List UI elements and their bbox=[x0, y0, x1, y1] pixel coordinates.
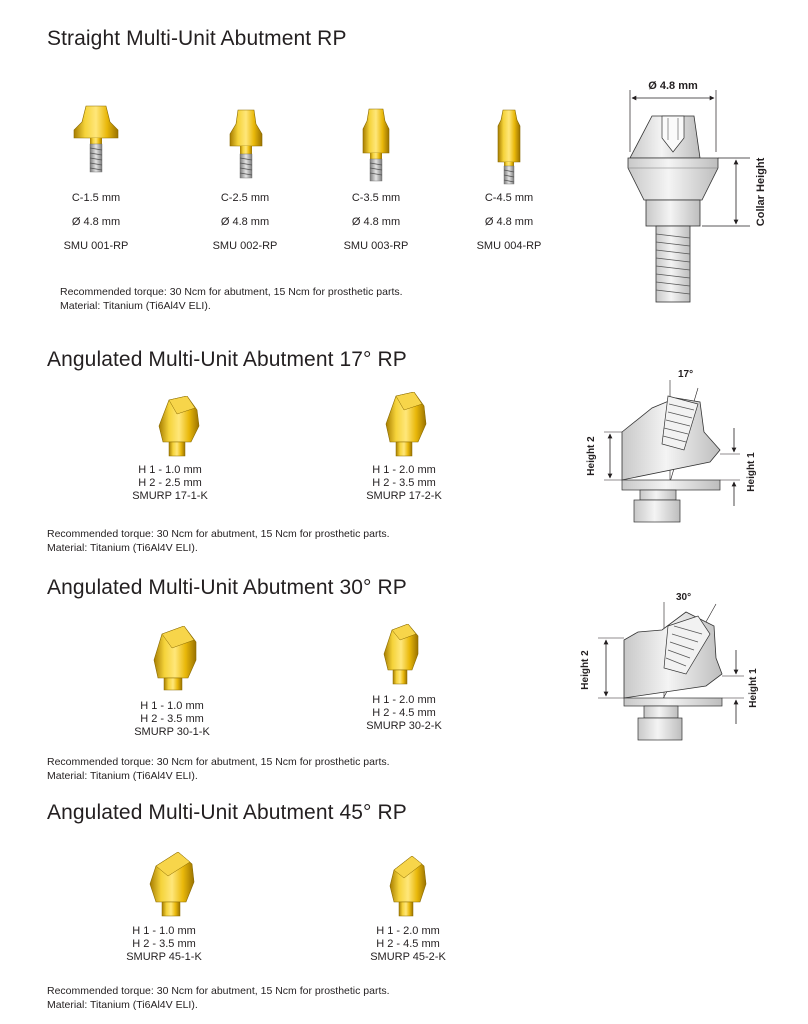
torque-note: Recommended torque: 30 Ncm for abutment, 15 Ncm for prosthetic parts. bbox=[47, 528, 390, 540]
item-diameter: Ø 4.8 mm bbox=[220, 216, 270, 228]
item-code: SMURP 45-2-K bbox=[370, 951, 446, 963]
material-note: Material: Titanium (Ti6Al4V ELI). bbox=[47, 542, 198, 554]
angled-17-image-2 bbox=[382, 392, 428, 458]
angled-30-image-2 bbox=[382, 624, 420, 686]
angled-17-note bbox=[47, 527, 390, 555]
item-diameter: Ø 4.8 mm bbox=[351, 216, 401, 228]
torque-note: Recommended torque: 30 Ncm for abutment, 15 Ncm for prosthetic parts. bbox=[60, 286, 403, 298]
item-h2: H 2 - 4.5 mm bbox=[376, 938, 440, 950]
item-h2: H 2 - 3.5 mm bbox=[372, 477, 436, 489]
diagram-height1-label: Height 1 bbox=[748, 668, 759, 708]
item-h2: H 2 - 3.5 mm bbox=[132, 938, 196, 950]
straight-diagram bbox=[600, 70, 790, 310]
item-code: SMURP 30-2-K bbox=[366, 720, 442, 732]
angled-45-image-2 bbox=[388, 856, 428, 920]
material-note: Material: Titanium (Ti6Al4V ELI). bbox=[47, 999, 198, 1011]
diagram-collar-height-label: Collar Height bbox=[755, 157, 767, 227]
item-code: SMU 004-RP bbox=[476, 240, 542, 252]
item-h1: H 1 - 2.0 mm bbox=[372, 464, 436, 476]
diagram-angle-label: 17° bbox=[678, 369, 694, 380]
item-collar: C-1.5 mm bbox=[71, 192, 121, 204]
angled-45-item-2 bbox=[348, 925, 468, 964]
angled-30-item-2 bbox=[344, 694, 464, 733]
item-h2: H 2 - 2.5 mm bbox=[138, 477, 202, 489]
diagram-diameter-label: Ø 4.8 mm bbox=[648, 80, 698, 92]
item-h1: H 1 - 1.0 mm bbox=[132, 925, 196, 937]
item-diameter: Ø 4.8 mm bbox=[484, 216, 534, 228]
material-note: Material: Titanium (Ti6Al4V ELI). bbox=[47, 770, 198, 782]
item-collar: C-2.5 mm bbox=[220, 192, 270, 204]
item-code: SMURP 30-1-K bbox=[134, 726, 210, 738]
angled-30-note bbox=[47, 755, 390, 783]
item-code: SMU 003-RP bbox=[343, 240, 409, 252]
straight-item-3 bbox=[320, 192, 432, 253]
straight-note bbox=[60, 285, 403, 313]
item-collar: C-4.5 mm bbox=[484, 192, 534, 204]
item-code: SMU 002-RP bbox=[212, 240, 278, 252]
material-note: Material: Titanium (Ti6Al4V ELI). bbox=[60, 300, 211, 312]
item-code: SMURP 17-2-K bbox=[366, 490, 442, 502]
item-h1: H 1 - 1.0 mm bbox=[140, 700, 204, 712]
angled-30-item-1 bbox=[112, 700, 232, 739]
angled-30-image-1 bbox=[150, 626, 200, 692]
straight-abutment-image-4 bbox=[497, 108, 521, 186]
item-h2: H 2 - 4.5 mm bbox=[372, 707, 436, 719]
item-h1: H 1 - 2.0 mm bbox=[372, 694, 436, 706]
section-title-17: Angulated Multi-Unit Abutment 17° RP bbox=[47, 348, 407, 371]
straight-abutment-image-1 bbox=[72, 104, 120, 174]
item-h2: H 2 - 3.5 mm bbox=[140, 713, 204, 725]
torque-note: Recommended torque: 30 Ncm for abutment, 15 Ncm for prosthetic parts. bbox=[47, 985, 390, 997]
diagram-height1-label: Height 1 bbox=[746, 452, 757, 492]
section-title-straight: Straight Multi-Unit Abutment RP bbox=[47, 27, 347, 50]
item-code: SMURP 45-1-K bbox=[126, 951, 202, 963]
angled-17-image-1 bbox=[155, 396, 201, 458]
angled-30-diagram bbox=[574, 586, 774, 746]
item-h1: H 1 - 2.0 mm bbox=[376, 925, 440, 937]
item-diameter: Ø 4.8 mm bbox=[71, 216, 121, 228]
item-code: SMU 001-RP bbox=[63, 240, 129, 252]
item-code: SMURP 17-1-K bbox=[132, 490, 208, 502]
straight-item-1 bbox=[40, 192, 152, 253]
diagram-angle-label: 30° bbox=[676, 592, 692, 603]
section-title-30: Angulated Multi-Unit Abutment 30° RP bbox=[47, 576, 407, 599]
angled-17-item-2 bbox=[344, 464, 464, 503]
item-collar: C-3.5 mm bbox=[351, 192, 401, 204]
section-title-45: Angulated Multi-Unit Abutment 45° RP bbox=[47, 801, 407, 824]
item-h1: H 1 - 1.0 mm bbox=[138, 464, 202, 476]
angled-45-item-1 bbox=[104, 925, 224, 964]
straight-abutment-image-3 bbox=[362, 107, 390, 183]
diagram-height2-label: Height 2 bbox=[580, 650, 591, 690]
angled-17-item-1 bbox=[110, 464, 230, 503]
straight-abutment-image-2 bbox=[228, 108, 264, 180]
straight-item-2 bbox=[189, 192, 301, 253]
straight-item-4 bbox=[453, 192, 565, 253]
diagram-height2-label: Height 2 bbox=[586, 436, 597, 476]
angled-17-diagram bbox=[580, 362, 770, 532]
angled-45-image-1 bbox=[148, 852, 196, 918]
torque-note: Recommended torque: 30 Ncm for abutment, 15 Ncm for prosthetic parts. bbox=[47, 756, 390, 768]
angled-45-note bbox=[47, 984, 390, 1012]
